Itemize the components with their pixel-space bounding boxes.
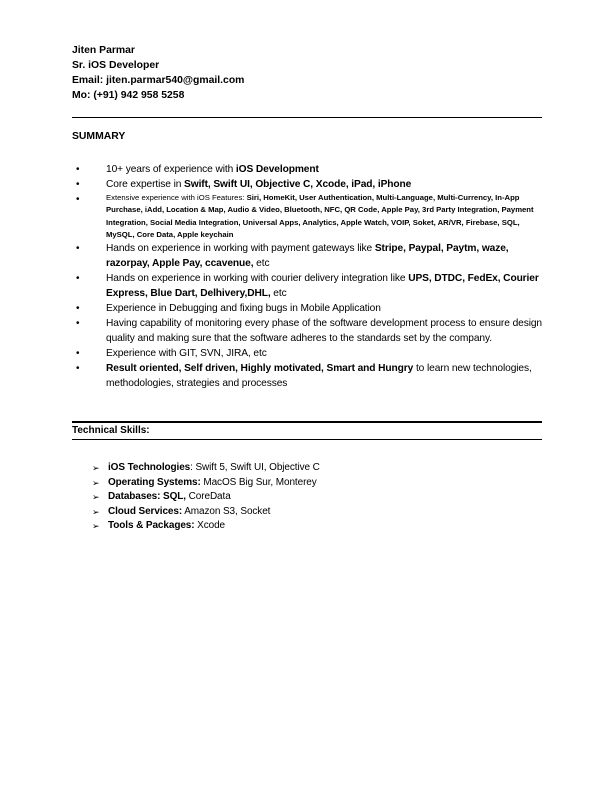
skill-item bbox=[92, 519, 320, 534]
bold-text: Siri, HomeKit, User Authentication, Multi-Language, Multi-Currency, In-App Purchase, iAdd, Location & Map, Audio & Video, Bluetooth, NFC, QR Code, Apple Pay, 3rd Party Integration, Payment Integration, Social Media Integration, Universal Apps, Analytics, Apple Watch, VOIP, Soket, AR/VR, Firebase, SQL, MySQL, Core Data, Apple keychain bbox=[106, 193, 534, 239]
skill-item bbox=[92, 490, 320, 505]
candidate-name: Jiten Parmar bbox=[72, 45, 135, 56]
text: etc bbox=[253, 258, 270, 270]
candidate-mobile: Mo: (+91) 942 958 5258 bbox=[72, 90, 185, 101]
summary-item bbox=[72, 316, 542, 346]
skill-label: Tools & Packages: bbox=[108, 520, 195, 532]
bullet-icon: • bbox=[76, 164, 80, 175]
bullet-icon: • bbox=[76, 348, 80, 360]
skill-value: CoreData bbox=[185, 491, 231, 503]
arrow-bullet-icon: ➢ bbox=[92, 463, 100, 473]
divider bbox=[72, 117, 542, 118]
bullet-icon: • bbox=[76, 243, 80, 255]
skill-label: Cloud Services: bbox=[108, 505, 183, 517]
skill-item bbox=[92, 505, 320, 520]
text: Having capability of monitoring every phase of the software development process to ensure design quality and making sure that the software adheres to the standards set by the company. bbox=[106, 318, 542, 345]
summary-item bbox=[72, 192, 542, 241]
text: to learn new technologies, methodologies, strategies and processes bbox=[106, 363, 532, 390]
skill-label: Operating Systems: bbox=[108, 476, 201, 488]
text: Extensive experience with iOS Features: bbox=[106, 193, 247, 202]
summary-item bbox=[72, 346, 542, 361]
summary-item bbox=[72, 301, 542, 316]
bullet-icon: • bbox=[76, 318, 80, 330]
text: Experience with GIT, SVN, JIRA, etc bbox=[106, 348, 267, 360]
text: etc bbox=[270, 288, 287, 300]
summary-item bbox=[72, 241, 542, 271]
arrow-bullet-icon: ➢ bbox=[92, 521, 100, 532]
skill-value: Amazon S3, Socket bbox=[182, 505, 271, 517]
bullet-icon: • bbox=[76, 303, 80, 315]
arrow-bullet-icon: ➢ bbox=[92, 477, 100, 488]
bold-text: Result oriented, Self driven, Highly motivated, Smart and Hungry bbox=[106, 363, 414, 375]
bold-text: UPS, DTDC, FedEx, Courier Express, Blue Dart, Delhivery,DHL, bbox=[106, 273, 539, 300]
text: Experience in Debugging and fixing bugs in Mobile Application bbox=[106, 303, 381, 315]
text: Hands on experience in working with courier delivery integration like bbox=[106, 273, 409, 285]
bold-text: iOS Development bbox=[235, 164, 319, 175]
candidate-title: Sr. iOS Developer bbox=[72, 60, 160, 71]
skill-label: Databases: SQL, bbox=[108, 491, 186, 503]
arrow-bullet-icon: ➢ bbox=[92, 492, 100, 503]
divider bbox=[72, 439, 542, 440]
text: Core expertise in bbox=[106, 179, 185, 190]
skills-list bbox=[92, 461, 320, 534]
candidate-email: Email: jiten.parmar540@gmail.com bbox=[72, 75, 245, 86]
bullet-icon: • bbox=[76, 273, 80, 285]
summary-list bbox=[72, 162, 542, 391]
bullet-icon: • bbox=[76, 179, 80, 190]
skill-value: MacOS Big Sur, Monterey bbox=[200, 476, 317, 488]
summary-item bbox=[72, 361, 542, 391]
bold-text: Stripe, Paypal, Paytm, waze, razorpay, Apple Pay, ccavenue, bbox=[106, 243, 509, 270]
bullet-icon: • bbox=[76, 194, 80, 205]
arrow-bullet-icon: ➢ bbox=[92, 506, 100, 517]
skill-value: : Swift 5, Swift UI, Objective C bbox=[190, 462, 320, 473]
skill-item bbox=[92, 461, 320, 476]
summary-item bbox=[72, 177, 542, 192]
skill-label: iOS Technologies bbox=[108, 462, 191, 473]
divider bbox=[72, 421, 542, 423]
summary-item bbox=[72, 162, 542, 177]
contact-header bbox=[72, 43, 244, 103]
text: 10+ years of experience with bbox=[106, 164, 236, 175]
technical-skills-heading: Technical Skills: bbox=[72, 425, 150, 436]
bullet-icon: • bbox=[76, 363, 80, 375]
skill-value: Xcode bbox=[194, 520, 226, 532]
text: Hands on experience in working with payment gateways like bbox=[106, 243, 375, 255]
summary-heading: SUMMARY bbox=[72, 131, 126, 142]
skill-item bbox=[92, 476, 320, 491]
bold-text: Swift, Swift UI, Objective C, Xcode, iPad, iPhone bbox=[184, 179, 412, 190]
summary-item bbox=[72, 271, 542, 301]
